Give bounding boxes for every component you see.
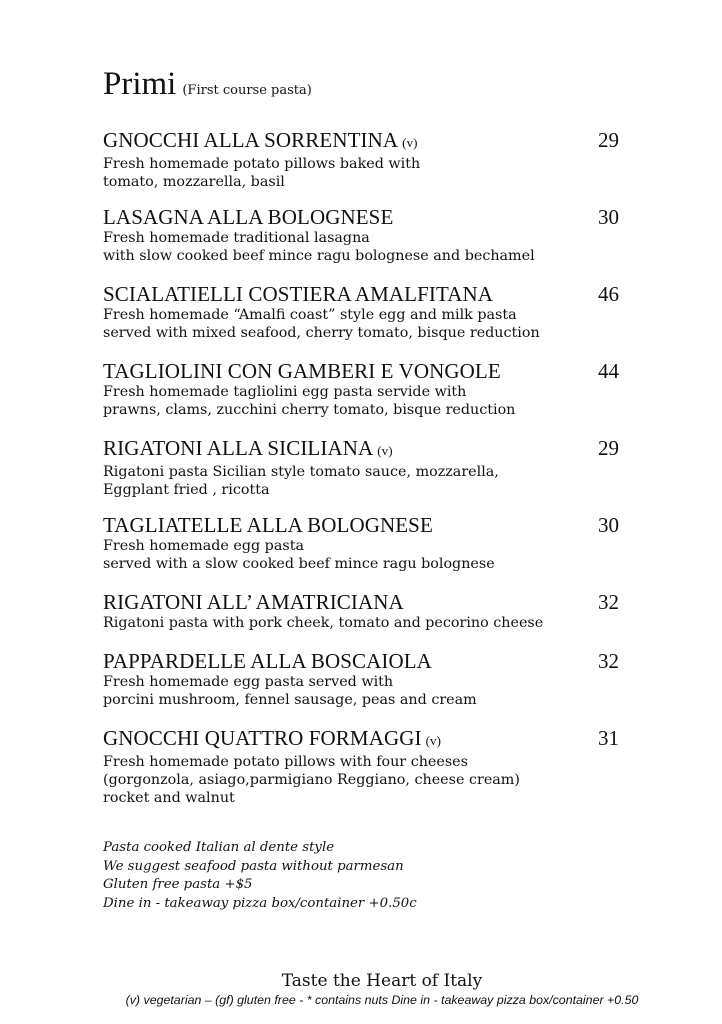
menu-item-description: Fresh homemade egg pasta served with [103,674,394,690]
menu-item-title: SCIALATIELLI COSTIERA AMALFITANA [103,282,494,306]
vegetarian-tag: (v) [377,443,393,458]
menu-item-description: with slow cooked beef mince ragu bolognese and bechamel [103,248,535,264]
menu-note: We suggest seafood pasta without parmesan [103,858,404,874]
menu-item-title: RIGATONI ALL’ AMATRICIANA [103,590,404,614]
menu-item-description: Fresh homemade potato pillows baked with [103,156,421,172]
menu-item-description: tomato, mozzarella, basil [103,174,285,190]
menu-item-price: 30 [598,513,619,537]
menu-item-price: 46 [598,282,619,306]
menu-item-description: rocket and walnut [103,790,235,806]
menu-item-title: GNOCCHI QUATTRO FORMAGGI [103,726,422,750]
menu-item-description: Fresh homemade potato pillows with four cheeses [103,754,468,770]
menu-notes [103,839,417,913]
menu-item-name [103,513,495,537]
menu-note: Dine in - takeaway pizza box/container +0.50c [103,895,417,911]
menu-item-title: TAGLIATELLE ALLA BOLOGNESE [103,513,433,537]
menu-item-name [103,128,420,155]
menu-item-description: Rigatoni pasta Sicilian style tomato sauce, mozzarella, [103,464,499,480]
menu-item-description: served with mixed seafood, cherry tomato, bisque reduction [103,325,540,341]
section-title [103,66,312,103]
menu-item [103,359,619,419]
menu-item-title: RIGATONI ALLA SICILIANA [103,436,374,460]
menu-item-price: 29 [598,436,619,460]
menu-item-description: Rigatoni pasta with pork cheek, tomato and pecorino cheese [103,615,544,631]
menu-note: Pasta cooked Italian al dente style [103,840,335,855]
menu-item-title: TAGLIOLINI CON GAMBERI E VONGOLE [103,359,501,383]
menu-item-description: Eggplant fried , ricotta [103,482,270,498]
menu-item [103,128,619,191]
menu-item-name [103,649,477,673]
menu-item-description: Fresh homemade tagliolini egg pasta servide with [103,384,467,400]
section-subtitle: (First course pasta) [182,83,312,98]
menu-item-price: 30 [598,205,619,229]
menu-item-description: served with a slow cooked beef mince ragu bolognese [103,556,495,572]
menu-item [103,436,619,499]
menu-item [103,282,619,342]
menu-item [103,590,619,632]
menu-item-description: prawns, clams, zucchini cherry tomato, bisque reduction [103,402,516,418]
menu-item-price: 44 [598,359,619,383]
footer-legend: (v) vegetarian – (gf) gluten free - * contains nuts Dine in - takeaway pizza box/container +0.50 [125,993,639,1007]
vegetarian-tag: (v) [402,135,418,150]
menu-item-name [103,436,499,463]
section-title-text: Primi [103,66,177,102]
menu-item-title: LASAGNA ALLA BOLOGNESE [103,205,394,229]
menu-item-name [103,726,520,753]
footer-tagline: Taste the Heart of Italy [281,971,483,991]
menu-item-name [103,205,535,229]
menu-item-title: PAPPARDELLE ALLA BOSCAIOLA [103,649,432,673]
menu-item-description: Fresh homemade “Amalfi coast” style egg and milk pasta [103,307,517,323]
menu-item [103,513,619,573]
menu-item-name [103,282,540,306]
menu-item-description: Fresh homemade egg pasta [103,538,304,554]
menu-item [103,649,619,709]
menu-item-price: 32 [598,649,619,673]
menu-item-price: 29 [598,128,619,152]
menu-item [103,726,619,807]
menu-item-price: 31 [598,726,619,750]
menu-item-description: porcini mushroom, fennel sausage, peas and cream [103,692,477,708]
menu-item [103,205,619,265]
menu-item-description: (gorgonzola, asiago,parmigiano Reggiano, cheese cream) [103,772,520,788]
menu-item-name [103,590,543,614]
menu-item-price: 32 [598,590,619,614]
vegetarian-tag: (v) [425,733,442,748]
menu-note: Gluten free pasta +$5 [103,877,253,892]
footer [0,970,722,1008]
menu-item-description: Fresh homemade traditional lasagna [103,230,370,246]
menu-item-name [103,359,515,383]
menu-item-title: GNOCCHI ALLA SORRENTINA [103,128,399,152]
